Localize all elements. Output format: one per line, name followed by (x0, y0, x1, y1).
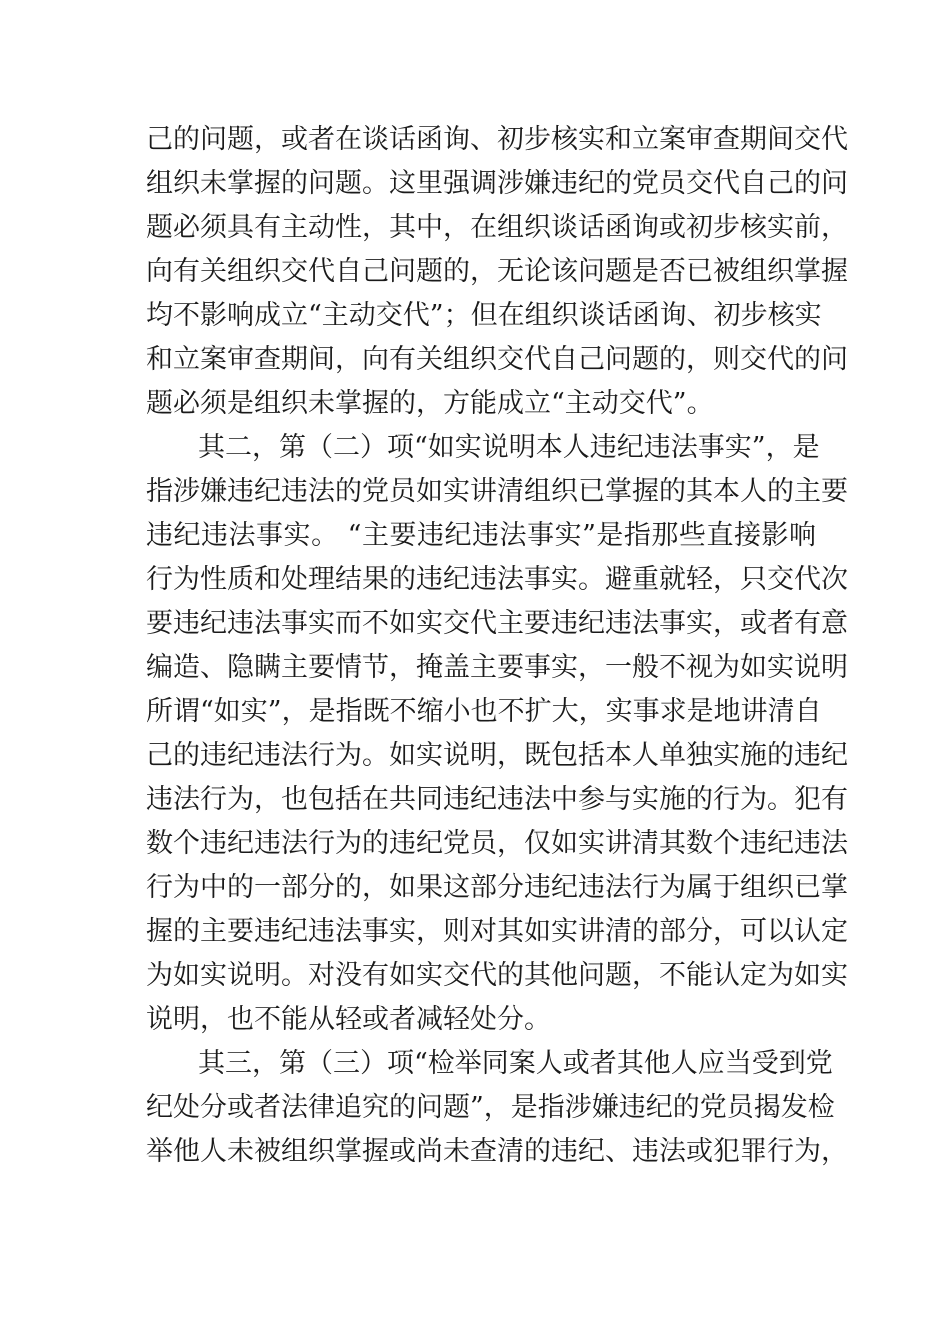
text-line: 编造、隐瞒主要情节，掩盖主要事实，一般不视为如实说明 (146, 652, 848, 683)
text-line: 所谓“如实”，是指既不缩小也不扩大，实事求是地讲清自 (146, 696, 822, 727)
text-line: 行为中的一部分的，如果这部分违纪违法行为属于组织已掌 (146, 872, 848, 903)
text-line: 指涉嫌违纪违法的党员如实讲清组织已掌握的其本人的主要 (146, 476, 848, 507)
text-line: 违法行为，也包括在共同违纪违法中参与实施的行为。犯有 (146, 784, 848, 815)
paragraph-start-line: 其二，第（二）项“如实说明本人违纪违法事实”，是 (198, 432, 820, 463)
text-line: 向有关组织交代自己问题的，无论该问题是否已被组织掌握 (146, 256, 848, 287)
text-line: 为如实说明。对没有如实交代的其他问题，不能认定为如实 (146, 960, 848, 991)
text-line: 行为性质和处理结果的违纪违法事实。避重就轻，只交代次 (146, 564, 848, 595)
text-line: 数个违纪违法行为的违纪党员，仅如实讲清其数个违纪违法 (146, 828, 848, 859)
text-line: 题必须是组织未掌握的，方能成立“主动交代”。 (146, 388, 714, 419)
text-line: 举他人未被组织掌握或尚未查清的违纪、违法或犯罪行为， (146, 1136, 848, 1167)
text-line: 己的违纪违法行为。如实说明，既包括本人单独实施的违纪 (146, 740, 848, 771)
text-line: 说明，也不能从轻或者减轻处分。 (146, 1004, 551, 1035)
text-line: 组织未掌握的问题。这里强调涉嫌违纪的党员交代自己的问 (146, 168, 848, 199)
text-line: 违纪违法事实。 “主要违纪违法事实”是指那些直接影响 (146, 520, 816, 551)
text-line: 和立案审查期间，向有关组织交代自己问题的，则交代的问 (146, 344, 848, 375)
text-line: 己的问题，或者在谈话函询、初步核实和立案审查期间交代 (146, 124, 848, 155)
text-line: 题必须具有主动性，其中，在组织谈话函询或初步核实前， (146, 212, 848, 243)
body-text (146, 118, 848, 1174)
text-line: 要违纪违法事实而不如实交代主要违纪违法事实，或者有意 (146, 608, 848, 639)
text-line: 均不影响成立“主动交代”；但在组织谈话函询、初步核实 (146, 300, 822, 331)
text-line: 握的主要违纪违法事实，则对其如实讲清的部分，可以认定 (146, 916, 848, 947)
text-line: 纪处分或者法律追究的问题”，是指涉嫌违纪的党员揭发检 (146, 1092, 835, 1123)
paragraph-start-line: 其三，第（三）项“检举同案人或者其他人应当受到党 (198, 1048, 833, 1079)
